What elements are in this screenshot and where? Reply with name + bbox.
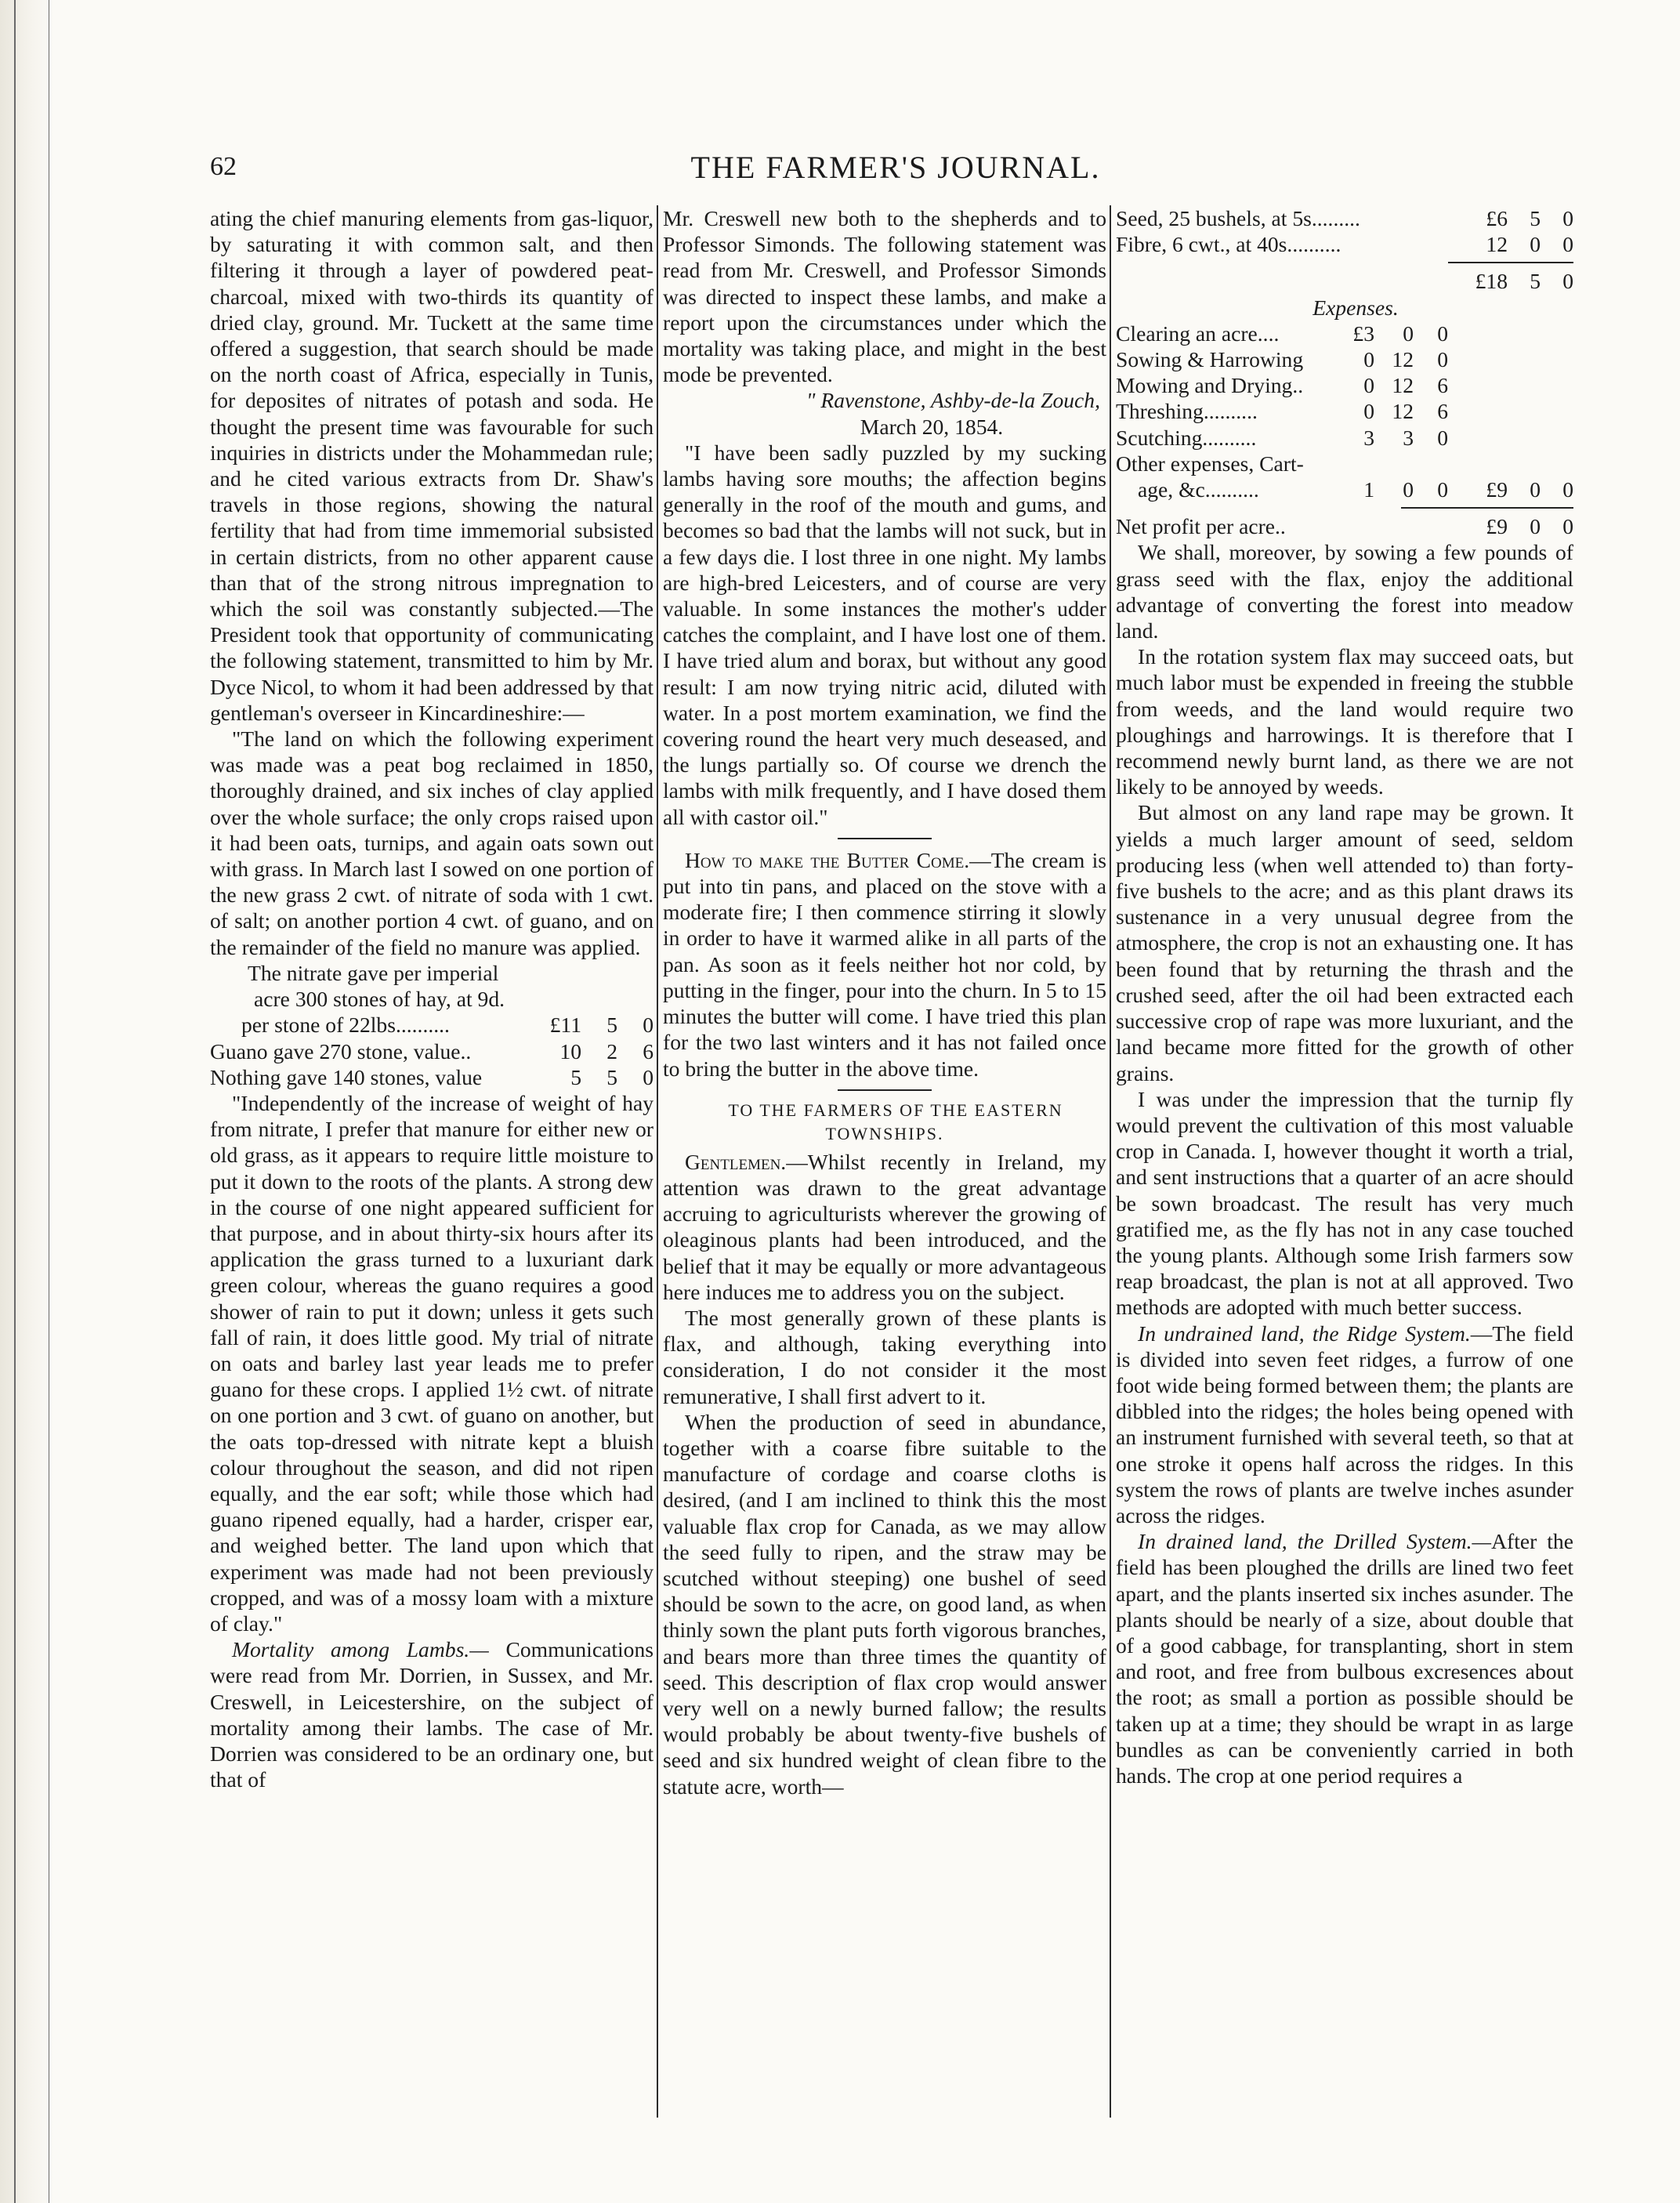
paragraph: In drained land, the Drilled System.—After the field has been ploughed the drills are lined two feet apart, and the plants inserted six inches asunder. The plants should be nearly of a size, about double that of a good cabbage, for transplanting, short in stem and root, and free from bulbous excresences about the root; as small a portion as possible should be taken up at a time; they should be wrapt in as large bundles as can be conveniently carried in both hands. The crop at one period requires a bbox=[1116, 1529, 1573, 1788]
journal-title: THE FARMER'S JOURNAL. bbox=[690, 150, 1101, 185]
hay-yield-table bbox=[210, 960, 654, 1090]
paragraph: In the rotation system flax may succeed oats, but much labor must be expended in freeing the stubble from weeds, and the land would require two ploughings and harrowings. It is therefore that I recommend newly burnt land, as there we are not likely to be annoyed by weeds. bbox=[1116, 644, 1573, 799]
letter-address: " Ravenstone, Ashby-de-la Zouch, bbox=[806, 388, 1100, 413]
paragraph: When the production of seed in abundance, together with a coarse fibre suitable to the manufacture of cordage and coarse cloths is desired, (and I am inclined to think this the most valuable flax crop for Canada, as we may allow the seed fully to ripen, and the straw may be scutched without steeping) one bushel of seed should be sown to the acre, on good land, as when thinly sown the plant puts forth vigorous branches, and bears more than three times the quantity of seed. This description of flax crop would answer very well on a newly burned fallow; the results would probably be about twenty-five bushels of seed and six hundred weight of clean fibre to the statute acre, worth— bbox=[663, 1409, 1106, 1799]
table-row: £18 5 0 bbox=[1475, 269, 1573, 294]
sum-rule bbox=[1401, 507, 1573, 509]
table-row: per stone of 22lbs.......... £11 5 0 bbox=[241, 1013, 654, 1038]
column-divider bbox=[1110, 205, 1111, 2118]
paragraph: "Independently of the increase of weight of hay from nitrate, I prefer that manure for either new or old grass, as it appears to require little moisture to put it down to the roots of the plants. A strong dew in the course of one night appeared sufficient for that purpose, and in about thirty-six hours after its application the grass turned to a luxuriant dark green colour, whereas the guano requires a good shower of rain to put it down; unless it gets such fall of rain, it does little good. My trial of nitrate on oats and barley last year leads me to prefer guano for these crops. I applied 1½ cwt. of nitrate on one portion and 3 cwt. of guano on another, but the oats top-dressed with nitrate kept a bluish colour throughout the season, and did not ripen equally, and the ear soft; while those which had guano ripened equally, had a harder, crisper ear, and weighed better. The land upon which that experiment was made had not been previously cropped, and was of a mossy loam with a mixture of clay." bbox=[210, 1090, 654, 1636]
table-row: Nothing gave 140 stones, value 5 5 0 bbox=[210, 1064, 654, 1089]
divider-rule bbox=[838, 838, 932, 839]
income-table bbox=[1116, 205, 1573, 295]
expenses-table bbox=[1116, 321, 1573, 540]
paragraph: Gentlemen.—Whilst recently in Ireland, my attention was drawn to the great advantage accruing to agriculturists wherever the growing of oleaginous plants had been introduced, and the belief that it may be equally or more advantageous here induces me to address you on the subject. bbox=[663, 1149, 1106, 1304]
column-divider bbox=[657, 205, 658, 2118]
section-title: In undrained land, the Ridge System. bbox=[1138, 1321, 1471, 1346]
table-row: Sowing & Harrowing 0 12 0 bbox=[1116, 347, 1448, 372]
page-binding-edge bbox=[0, 0, 55, 2203]
column-3 bbox=[1116, 205, 1573, 2118]
article-heading: TO THE FARMERS OF THE EASTERN TOWNSHIPS. bbox=[728, 1100, 1063, 1143]
paragraph: ating the chief manuring elements from gas-liquor, by saturating it with common salt, and then filtering it through a layer of powdered peat-charcoal, mixed with two-thirds its quantity of dried clay, ground. Mr. Tuckett at the same time offered a suggestion, that search should be made on the north coast of Africa, especially in Tunis, for deposites of nitrates of potash and soda. He thought the present time was favourable for such inquiries in districts under the Mohammedan rule; and he cited various extracts from Dr. Shaw's travels in those regions, showing the natural fertility that had from time immemorial subsisted in certain districts, from no other apparent cause than that of the strong nitrous impregnation to which the soil was constantly subjected.—The President took that opportunity of communicating the following statement, transmitted to him by Mr. Dyce Nicol, to whom it had been addressed by that gentleman's overseer in Kincardineshire:— bbox=[210, 206, 654, 725]
column-2 bbox=[663, 205, 1106, 2118]
paragraph: "I have been sadly puzzled by my sucking lambs having sore mouths; the affection begins generally in the roof of the mouth and gums, and becomes so bad that the lambs will not suck, but in a few days die. I lost three in one night. My lambs are high-bred Leicesters, and of course are very valuable. In some instances the mother's udder catches the complaint, and I have lost one of them. I have tried alum and borax, but without any good result: I am now trying nitric acid, diluted with water. In a post mortem examination, we find the covering round the heart very much deseased, and the lungs partially so. Of course we drench the lambs with milk frequently, and I have dosed them all with castor oil." bbox=[663, 440, 1106, 829]
section-title: Mortality among Lambs.— bbox=[232, 1637, 489, 1662]
table-row: Other expenses, Cart- bbox=[1116, 451, 1304, 476]
paragraph: I was under the impression that the turnip fly would prevent the cultivation of this most valuable crop in Canada. I, however thought it worth a trial, and sent instructions that a quarter of an acre should be sown broadcast. The result has very much gratified me, as the fly has not in any case touched the young plants. Although some Irish farmers sow reap broadcast, the plan is not at all approved. Two methods are adopted with much better success. bbox=[1116, 1086, 1573, 1320]
table-row: acre 300 stones of hay, at 9d. bbox=[254, 987, 505, 1012]
table-row: Mowing and Drying.. 0 12 6 bbox=[1116, 373, 1448, 398]
table-row: Net profit per acre.. £9 0 0 bbox=[1116, 514, 1573, 539]
salutation: Gentlemen.— bbox=[685, 1149, 808, 1174]
paragraph: "The land on which the following experiment was made was a peat bog reclaimed in 1850, thoroughly drained, and six inches of clay applied over the whole surface; the only crops raised upon it had been oats, turnips, and again oats sown out with grass. In March last I sowed on one portion of the new grass 2 cwt. of nitrate of soda with 1 cwt. of salt; on another portion 4 cwt. of guano, and on the remainder of the field no manure was applied. bbox=[210, 726, 654, 959]
table-row: Threshing.......... 0 12 6 bbox=[1116, 399, 1448, 424]
section-title: How to make the Butter Come.— bbox=[685, 847, 991, 872]
paragraph: Mortality among Lambs.— Communications were read from Mr. Dorrien, in Sussex, and Mr. Creswell, in Leicestershire, on the subject of mortality among their lambs. The case of Mr. Dorrien was considered to be an ordinary one, but that of bbox=[210, 1637, 654, 1792]
table-row: age, &c.......... 1 0 0 £9 0 0 bbox=[1138, 477, 1573, 502]
paragraph: Mr. Creswell new both to the shepherds and to Professor Simonds. The following statement was read from Mr. Creswell, and Professor Simonds was directed to inspect these lambs, and make a report upon the circumstances under which the mortality was taking place, and might in the best mode be prevented. bbox=[663, 206, 1106, 387]
table-row: Clearing an acre.... £3 0 0 bbox=[1116, 321, 1448, 346]
table-row: Scutching.......... 3 3 0 bbox=[1116, 425, 1448, 450]
table-row: Guano gave 270 stone, value.. 10 2 6 bbox=[210, 1038, 654, 1063]
table-row: The nitrate gave per imperial bbox=[248, 960, 499, 985]
section-title: In drained land, the Drilled System.— bbox=[1138, 1529, 1492, 1554]
paragraph: We shall, moreover, by sowing a few pounds of grass seed with the flax, enjoy the additional advantage of converting the forest into meadow land. bbox=[1116, 540, 1573, 643]
page-header bbox=[210, 149, 1581, 196]
paragraph: In undrained land, the Ridge System.—The field is divided into seven feet ridges, a furrow of one foot wide being formed between them; the plants are dibbled into the ridges; the holes being opened with an instrument furnished with several teeth, so that at one stroke it opens half across the ridges. In this system the rows of plants are twelve inches asunder across the ridges. bbox=[1116, 1321, 1573, 1527]
paragraph: The most generally grown of these plants is flax, and although, taking everything into consideration, I do not consider it the most remunerative, I shall first advert to it. bbox=[663, 1305, 1106, 1408]
divider-rule bbox=[838, 1089, 932, 1091]
paragraph: How to make the Butter Come.—The cream is put into tin pans, and placed on the stove with a moderate fire; I then commence stirring it slowly in order to have it warmed alike in all parts of the pan. As soon as it feels neither hot nor cold, by putting in the finger, pour into the churn. In 5 to 15 minutes the butter will come. I have tried this plan for the two last winters and it has not failed once to bring the butter in the above time. bbox=[663, 847, 1106, 1081]
sum-rule bbox=[1448, 262, 1573, 263]
letter-date: March 20, 1854. bbox=[860, 414, 1004, 439]
expenses-heading: Expenses. bbox=[1312, 295, 1399, 320]
binding-line bbox=[14, 0, 16, 2203]
column-1 bbox=[210, 205, 654, 2118]
table-row: Fibre, 6 cwt., at 40s.......... 12 0 0 bbox=[1116, 232, 1573, 257]
table-row: Seed, 25 bushels, at 5s......... £6 5 0 bbox=[1116, 206, 1573, 230]
page-number: 62 bbox=[210, 152, 237, 181]
paragraph: But almost on any land rape may be grown. It yields a much larger amount of seed, seldom producing less (when well attended to) than forty-five bushels to the acre; and as this plant draws its sustenance in a very unusual degree from the atmosphere, the crop is not an exhausting one. It has been found that by returning the thrash and the crushed seed, after the oil had been extracted each successive crop of rape was more luxuriant, and the land became more fitted for the growth of other grains. bbox=[1116, 800, 1573, 1085]
